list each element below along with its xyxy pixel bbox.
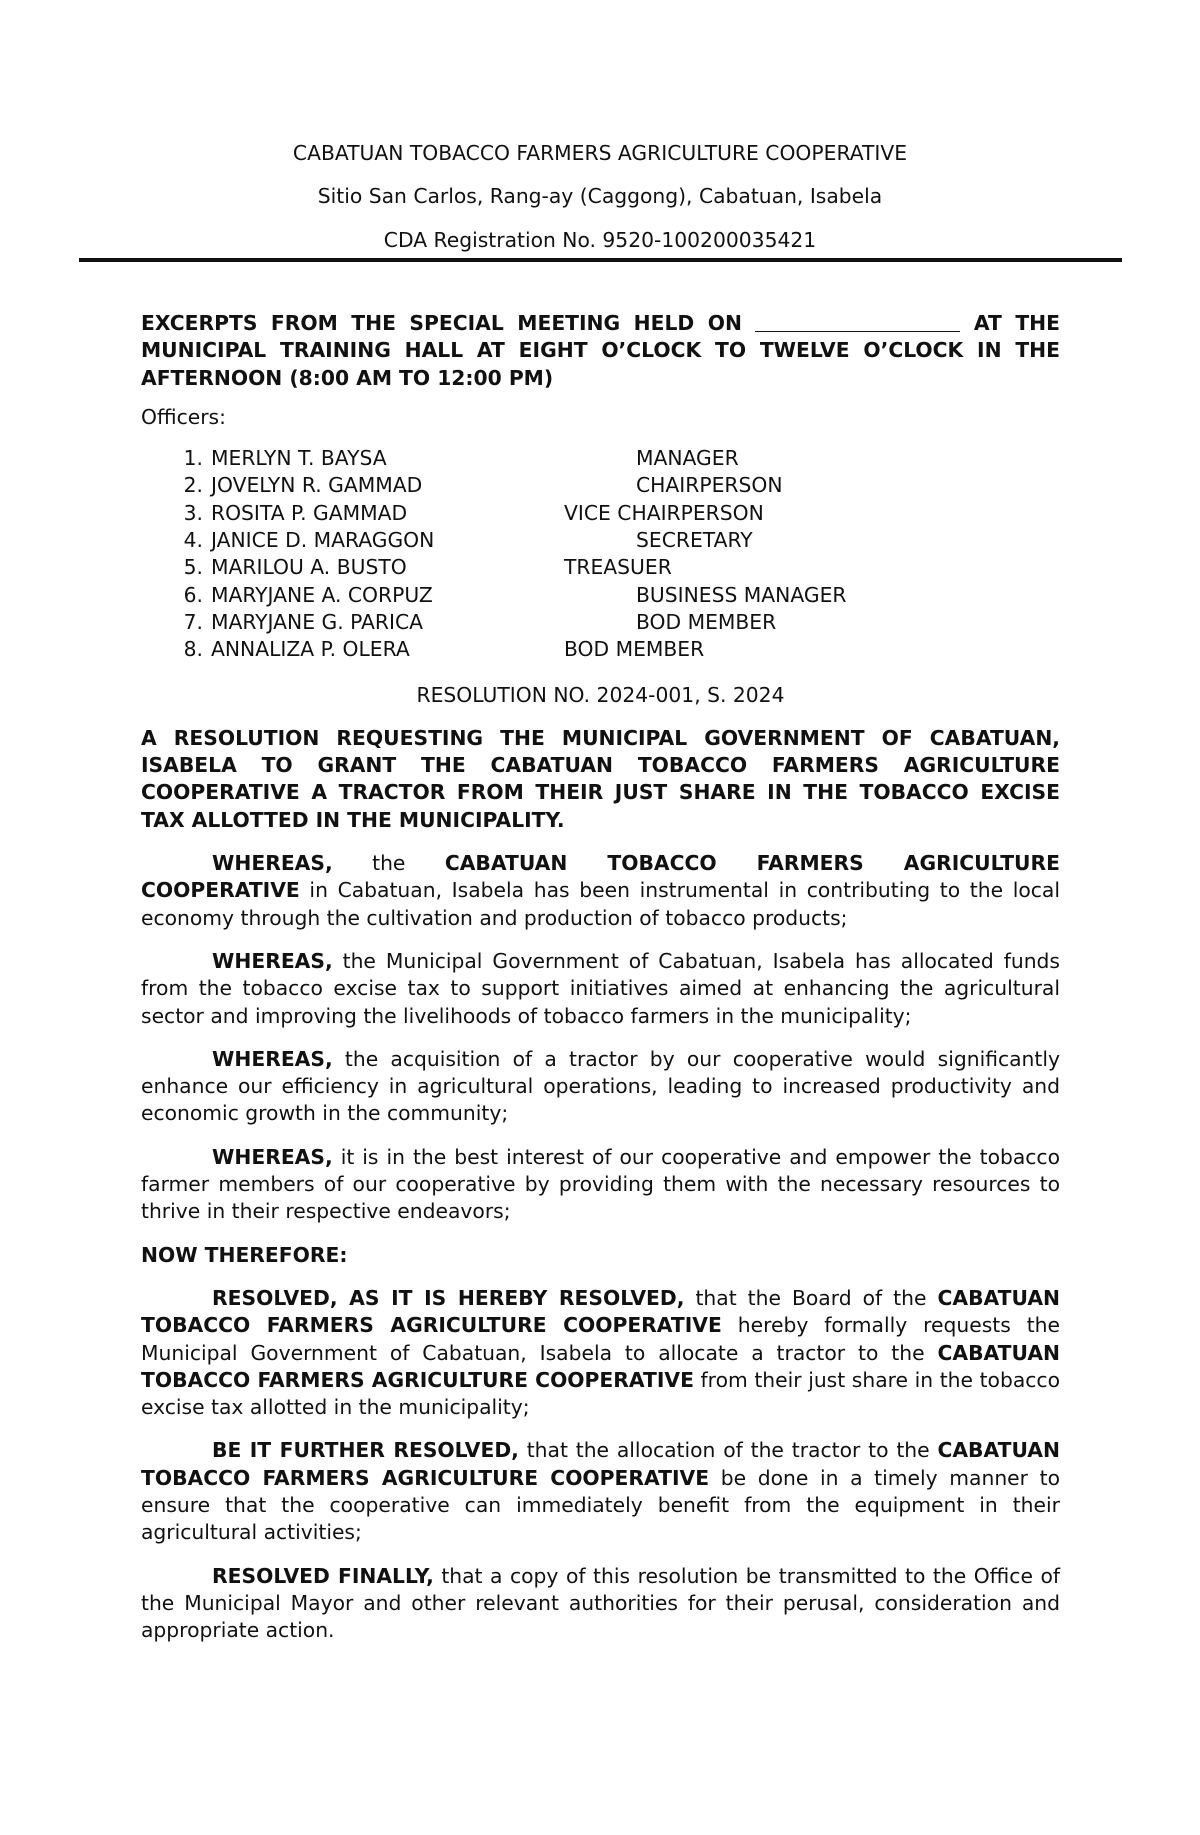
resolved-finally-clause <box>141 1563 1060 1645</box>
officer-number: 5. <box>183 555 203 580</box>
resolved-lead: RESOLVED, AS IT IS HEREBY RESOLVED, <box>212 1285 685 1310</box>
officer-number: 7. <box>183 609 203 634</box>
officer-row <box>141 609 1060 636</box>
officer-name: MERLYN T. BAYSA <box>211 446 387 471</box>
clause-text: that a copy of this resolution be transmitted to the Office of the Municipal Mayor and other relevant authorities for their perusal, consideration and appropriate action. <box>141 1563 1061 1643</box>
clause-text: the acquisition of a tractor by our cooperative would significantly enhance our efficiency in agricultural operations, leading to increased productivity and economic growth in the community; <box>141 1046 1060 1126</box>
officer-name: JOVELYN R. GAMMAD <box>211 473 423 498</box>
officer-row <box>141 472 1060 499</box>
whereas-lead: WHEREAS, <box>212 851 333 876</box>
further-resolved-clause <box>141 1437 1060 1546</box>
whereas-clause-2 <box>141 948 1060 1030</box>
header-rule <box>79 258 1122 262</box>
meeting-excerpt <box>141 310 1060 392</box>
document-body <box>141 310 1060 1644</box>
officer-number: 2. <box>183 473 203 498</box>
clause-text: that the Board of the <box>684 1285 938 1310</box>
officer-name: MARYJANE A. CORPUZ <box>211 582 433 607</box>
clause-text: hereby formally requests the Municipal Government of Cabatuan, Isabela to allocate a tractor to the <box>141 1313 1060 1365</box>
org-name-inline: CABATUAN TOBACCO FARMERS AGRICULTURE COOPERATIVE <box>141 851 1060 903</box>
whereas-clause-1 <box>141 850 1060 932</box>
whereas-lead: WHEREAS, <box>212 948 333 973</box>
officer-position: BUSINESS MANAGER <box>636 582 847 607</box>
org-name-inline: CABATUAN TOBACCO FARMERS AGRICULTURE COOPERATIVE <box>141 1340 1060 1392</box>
officer-position: MANAGER <box>636 446 739 471</box>
org-name-inline: CABATUAN TOBACCO FARMERS AGRICULTURE COOPERATIVE <box>141 1285 1060 1338</box>
officer-position: CHAIRPERSON <box>636 473 783 498</box>
officer-position: TREASUER <box>564 555 672 580</box>
clause-text: that the allocation of the tractor to the <box>518 1438 938 1463</box>
clause-text: it is in the best interest of our cooperative and empower the tobacco farmer members of our cooperative by providing them with the necessary resources to thrive in their respective endeavors; <box>141 1144 1060 1224</box>
officer-name: ROSITA P. GAMMAD <box>211 500 408 525</box>
officer-number: 4. <box>183 528 203 553</box>
officer-position: BOD MEMBER <box>636 609 777 634</box>
officer-name: MARYJANE G. PARICA <box>211 609 424 634</box>
resolution-title: A RESOLUTION REQUESTING THE MUNICIPAL GOVERNMENT OF CABATUAN, ISABELA TO GRANT THE CABATUAN TOBACCO FARMERS AGRICULTURE COOPERATIVE A TRACTOR FROM THEIR JUST SHARE IN THE TOBACCO EXCISE TAX ALLOTTED IN THE MUNICIPALITY. <box>141 725 1060 832</box>
org-address: Sitio San Carlos, Rang-ay (Caggong), Cabatuan, Isabela <box>317 184 883 208</box>
officer-row <box>141 582 1060 609</box>
whereas-lead: WHEREAS, <box>212 1144 333 1169</box>
org-name-inline: CABATUAN TOBACCO FARMERS AGRICULTURE COOPERATIVE <box>141 1438 1060 1490</box>
officer-name: ANNALIZA P. OLERA <box>211 637 410 662</box>
officer-number: 1. <box>183 446 203 471</box>
now-therefore: NOW THEREFORE: <box>141 1242 348 1267</box>
excerpt-post: AT THE MUNICIPAL TRAINING HALL AT EIGHT O’CLOCK TO TWELVE O’CLOCK IN THE AFTERNOON (8:00 AM TO 12:00 PM) <box>141 311 1061 390</box>
officer-number: 6. <box>183 582 203 607</box>
officers-list <box>141 445 1060 663</box>
officer-name: JANICE D. MARAGGON <box>211 528 435 553</box>
resolution-number: RESOLUTION NO. 2024-001, S. 2024 <box>416 682 785 707</box>
clause-text: from their just share in the tobacco excise tax allotted in the municipality; <box>141 1367 1060 1420</box>
clause-text: in Cabatuan, Isabela has been instrumental in contributing to the local economy through the cultivation and production of tobacco products; <box>141 878 1060 930</box>
resolved-clause <box>141 1285 1060 1421</box>
whereas-clause-4 <box>141 1144 1060 1226</box>
officer-position: SECRETARY <box>636 528 753 553</box>
org-name: CABATUAN TOBACCO FARMERS AGRICULTURE COOPERATIVE <box>292 141 908 165</box>
officer-number: 8. <box>183 637 203 662</box>
clause-text: be done in a timely manner to ensure that the cooperative can immediately benefit from the equipment in their agricultural activities; <box>141 1465 1060 1545</box>
cda-registration: CDA Registration No. 9520-100200035421 <box>383 228 817 252</box>
officer-position: BOD MEMBER <box>564 637 705 662</box>
finally-lead: RESOLVED FINALLY, <box>212 1563 434 1588</box>
officer-row <box>141 445 1060 472</box>
officer-row <box>141 527 1060 554</box>
officer-position: VICE CHAIRPERSON <box>564 500 764 525</box>
officer-row <box>141 636 1060 663</box>
clause-text: the <box>332 851 445 876</box>
whereas-lead: WHEREAS, <box>212 1046 333 1071</box>
officer-name: MARILOU A. BUSTO <box>211 555 407 580</box>
whereas-clause-3 <box>141 1046 1060 1128</box>
excerpt-pre: EXCERPTS FROM THE SPECIAL MEETING HELD ON <box>141 311 742 335</box>
clause-text: the Municipal Government of Cabatuan, Isabela has allocated funds from the tobacco excise tax to support initiatives aimed at enhancing the agricultural sector and improving the livelihoods of tobacco farmers in the municipality; <box>141 948 1060 1028</box>
further-lead: BE IT FURTHER RESOLVED, <box>212 1438 519 1463</box>
date-blank <box>755 313 960 332</box>
officer-row <box>141 554 1060 581</box>
officers-label: Officers: <box>141 404 226 429</box>
officer-number: 3. <box>183 500 203 525</box>
officer-row <box>141 500 1060 527</box>
